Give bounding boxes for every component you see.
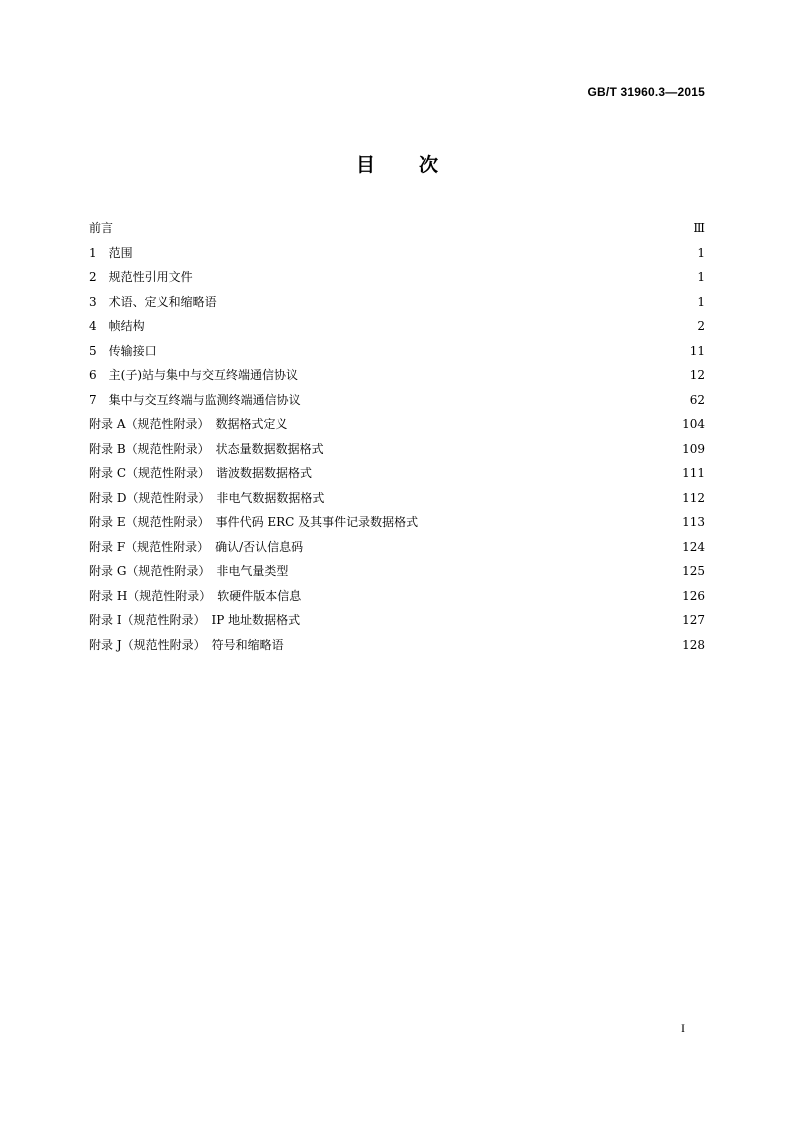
toc-entry-page: 127 xyxy=(682,613,705,627)
dot-leader xyxy=(288,639,679,651)
dot-leader xyxy=(328,443,679,455)
toc-entry-label: 附录 I（规范性附录） IP 地址数据格式 xyxy=(89,613,301,627)
toc-entry-page: 124 xyxy=(682,539,705,554)
toc-entry-transmission-interface[interactable] xyxy=(89,339,705,364)
dot-leader xyxy=(302,369,687,381)
toc-entry-label: 附录 A（规范性附录） 数据格式定义 xyxy=(89,417,288,431)
toc-entry-label: 2 规范性引用文件 xyxy=(89,270,193,284)
dot-leader xyxy=(422,516,679,528)
toc-entry-label: 附录 E（规范性附录） 事件代码 ERC 及其事件记录数据格式 xyxy=(89,515,419,529)
toc-entry-page: Ⅲ xyxy=(693,221,705,235)
toc-entry-page: 104 xyxy=(682,417,705,431)
toc-entry-annex-b[interactable] xyxy=(89,437,705,462)
toc-entry-label: 4 帧结构 xyxy=(89,319,145,333)
dot-leader xyxy=(291,418,679,430)
toc-entry-label: 附录 G（规范性附录） 非电气量类型 xyxy=(89,564,289,578)
toc-entry-page: 1 xyxy=(697,245,705,260)
toc-entry-page: 109 xyxy=(682,441,705,456)
toc-entry-label: 附录 B（规范性附录） 状态量数据数据格式 xyxy=(89,441,324,456)
toc-entry-label: 附录 J（规范性附录） 符号和缩略语 xyxy=(89,637,284,652)
toc-entry-frame-structure[interactable] xyxy=(89,314,705,339)
toc-entry-label: 附录 F（规范性附录） 确认/否认信息码 xyxy=(89,539,304,554)
toc-entry-page: 113 xyxy=(682,515,705,529)
toc-entry-annex-g[interactable] xyxy=(89,559,705,584)
toc-entry-annex-i[interactable] xyxy=(89,608,705,633)
toc-entry-label: 附录 D（规范性附录） 非电气数据数据格式 xyxy=(89,490,325,505)
toc-entry-label: 7 集中与交互终端与监测终端通信协议 xyxy=(89,392,301,407)
toc-entry-page: 1 xyxy=(697,270,705,284)
toc-entry-terms[interactable] xyxy=(89,290,705,315)
toc-entry-label: 附录 C（规范性附录） 谐波数据数据格式 xyxy=(89,466,312,480)
toc-entry-label: 1 范围 xyxy=(89,245,133,260)
dot-leader xyxy=(221,296,695,308)
dot-leader xyxy=(161,345,687,357)
dot-leader xyxy=(305,394,687,406)
toc-entry-normative-references[interactable] xyxy=(89,265,705,290)
table-of-contents xyxy=(89,216,705,657)
page-title: 目次 xyxy=(355,154,482,176)
toc-entry-page: 62 xyxy=(689,392,705,407)
toc-entry-page: 125 xyxy=(682,564,705,578)
toc-entry-foreword[interactable] xyxy=(89,216,705,241)
dot-leader xyxy=(149,320,695,332)
toc-entry-annex-d[interactable] xyxy=(89,486,705,511)
dot-leader xyxy=(292,565,679,577)
dot-leader xyxy=(328,492,679,504)
toc-entry-monitoring-protocol[interactable] xyxy=(89,388,705,413)
toc-entry-page: 111 xyxy=(682,466,705,480)
toc-entry-page: 128 xyxy=(682,637,705,652)
dot-leader xyxy=(305,590,679,602)
toc-entry-label: 前言 xyxy=(89,221,114,235)
dot-leader xyxy=(307,541,679,553)
toc-entry-page: 2 xyxy=(697,319,705,333)
toc-entry-master-protocol[interactable] xyxy=(89,363,705,388)
toc-entry-annex-h[interactable] xyxy=(89,584,705,609)
toc-entry-annex-f[interactable] xyxy=(89,535,705,560)
toc-entry-annex-j[interactable] xyxy=(89,633,705,658)
dot-leader xyxy=(117,222,690,234)
toc-entry-scope[interactable] xyxy=(89,241,705,266)
toc-entry-annex-c[interactable] xyxy=(89,461,705,486)
toc-entry-page: 126 xyxy=(682,588,705,603)
toc-entry-page: 11 xyxy=(689,343,705,358)
page-number: I xyxy=(681,1021,685,1035)
toc-entry-page: 1 xyxy=(697,294,705,309)
toc-entry-annex-a[interactable] xyxy=(89,412,705,437)
standard-number: GB/T 31960.3—2015 xyxy=(587,85,705,99)
toc-entry-page: 112 xyxy=(682,490,705,505)
dot-leader xyxy=(304,614,679,626)
dot-leader xyxy=(316,467,679,479)
toc-entry-label: 5 传输接口 xyxy=(89,343,157,358)
toc-entry-label: 附录 H（规范性附录） 软硬件版本信息 xyxy=(89,588,302,603)
toc-entry-page: 12 xyxy=(689,368,705,382)
toc-entry-label: 3 术语、定义和缩略语 xyxy=(89,294,217,309)
toc-entry-label: 6 主(子)站与集中与交互终端通信协议 xyxy=(89,368,298,382)
toc-entry-annex-e[interactable] xyxy=(89,510,705,535)
dot-leader xyxy=(137,247,695,259)
dot-leader xyxy=(197,271,695,283)
